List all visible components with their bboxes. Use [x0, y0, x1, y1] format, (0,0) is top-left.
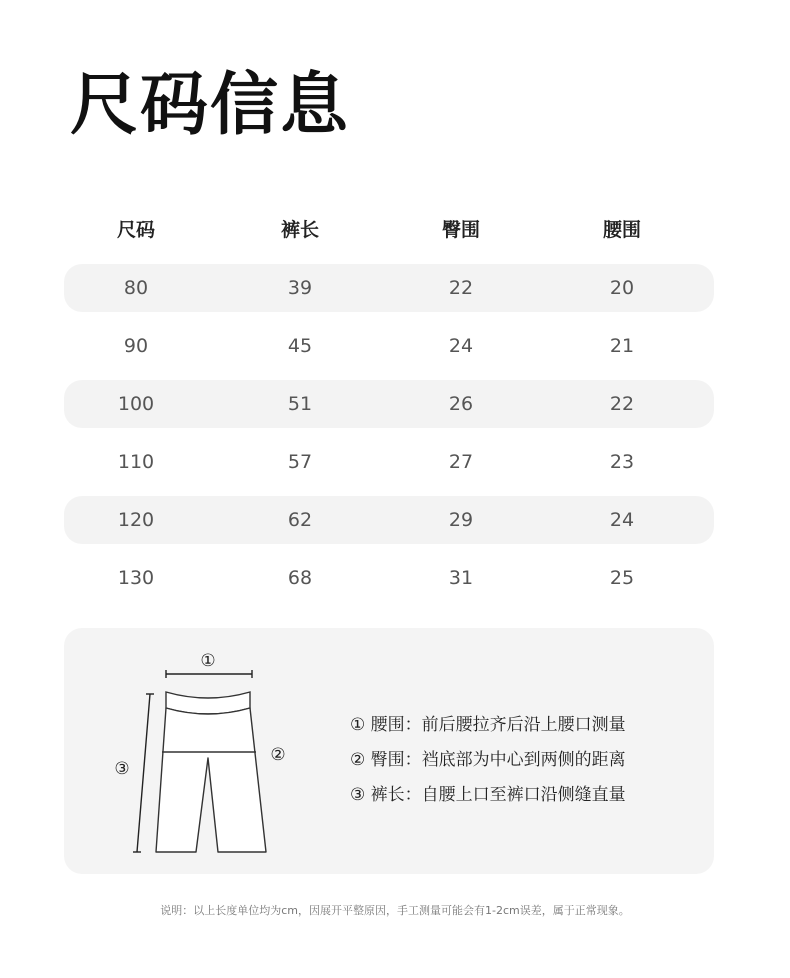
- table-row: [64, 264, 714, 312]
- cell-length: 45: [287, 335, 313, 357]
- note-length: ③ 裤长：自腰上口至裤口沿侧缝直量: [350, 785, 626, 805]
- cell-hip: 29: [448, 509, 474, 531]
- note-hip: ② 臀围：裆底部为中心到两侧的距离: [350, 750, 626, 770]
- table-row: [64, 554, 714, 602]
- note-waist: ① 腰围：前后腰拉齐后沿上腰口测量: [350, 715, 626, 735]
- table-header: [64, 200, 714, 256]
- header-waist: 腰围: [602, 218, 641, 241]
- table-row: [64, 496, 714, 544]
- cell-hip: 26: [448, 393, 474, 415]
- cell-hip: 27: [448, 451, 474, 473]
- cell-size: 130: [117, 567, 155, 589]
- measurement-notes: [350, 708, 626, 813]
- cell-length: 62: [287, 509, 313, 531]
- cell-waist: 25: [609, 567, 635, 589]
- cell-waist: 23: [609, 451, 635, 473]
- header-hip: 臀围: [441, 218, 480, 241]
- page-title: 尺码信息: [70, 66, 351, 145]
- header-size: 尺码: [116, 218, 155, 241]
- cell-waist: 21: [609, 335, 635, 357]
- table-row: [64, 438, 714, 486]
- cell-waist: 20: [609, 277, 635, 299]
- cell-size: 120: [117, 509, 155, 531]
- cell-size: 100: [117, 393, 155, 415]
- pants-shape: [156, 708, 266, 852]
- header-length: 裤长: [280, 218, 319, 241]
- cell-hip: 24: [448, 335, 474, 357]
- table-body: [64, 264, 714, 602]
- table-row: [64, 380, 714, 428]
- footnote: 说明：以上长度单位均为cm，因展开平整原因，手工测量可能会有1-2cm误差，属于正常现象。: [160, 904, 630, 917]
- table-row: [64, 322, 714, 370]
- cell-waist: 22: [609, 393, 635, 415]
- cell-length: 57: [287, 451, 313, 473]
- cell-waist: 24: [609, 509, 635, 531]
- pants-diagram: [104, 642, 324, 862]
- marker-3-label: ③: [114, 759, 130, 779]
- length-measure-line: [137, 694, 150, 852]
- cell-size: 110: [117, 451, 155, 473]
- cell-length: 51: [287, 393, 313, 415]
- measurement-panel: [64, 628, 714, 874]
- marker-1-label: ①: [200, 651, 216, 671]
- cell-length: 39: [287, 277, 313, 299]
- cell-size: 90: [123, 335, 149, 357]
- cell-hip: 31: [448, 567, 474, 589]
- marker-2-label: ②: [270, 745, 286, 765]
- cell-size: 80: [123, 277, 149, 299]
- cell-hip: 22: [448, 277, 474, 299]
- cell-length: 68: [287, 567, 313, 589]
- size-table: [64, 200, 714, 612]
